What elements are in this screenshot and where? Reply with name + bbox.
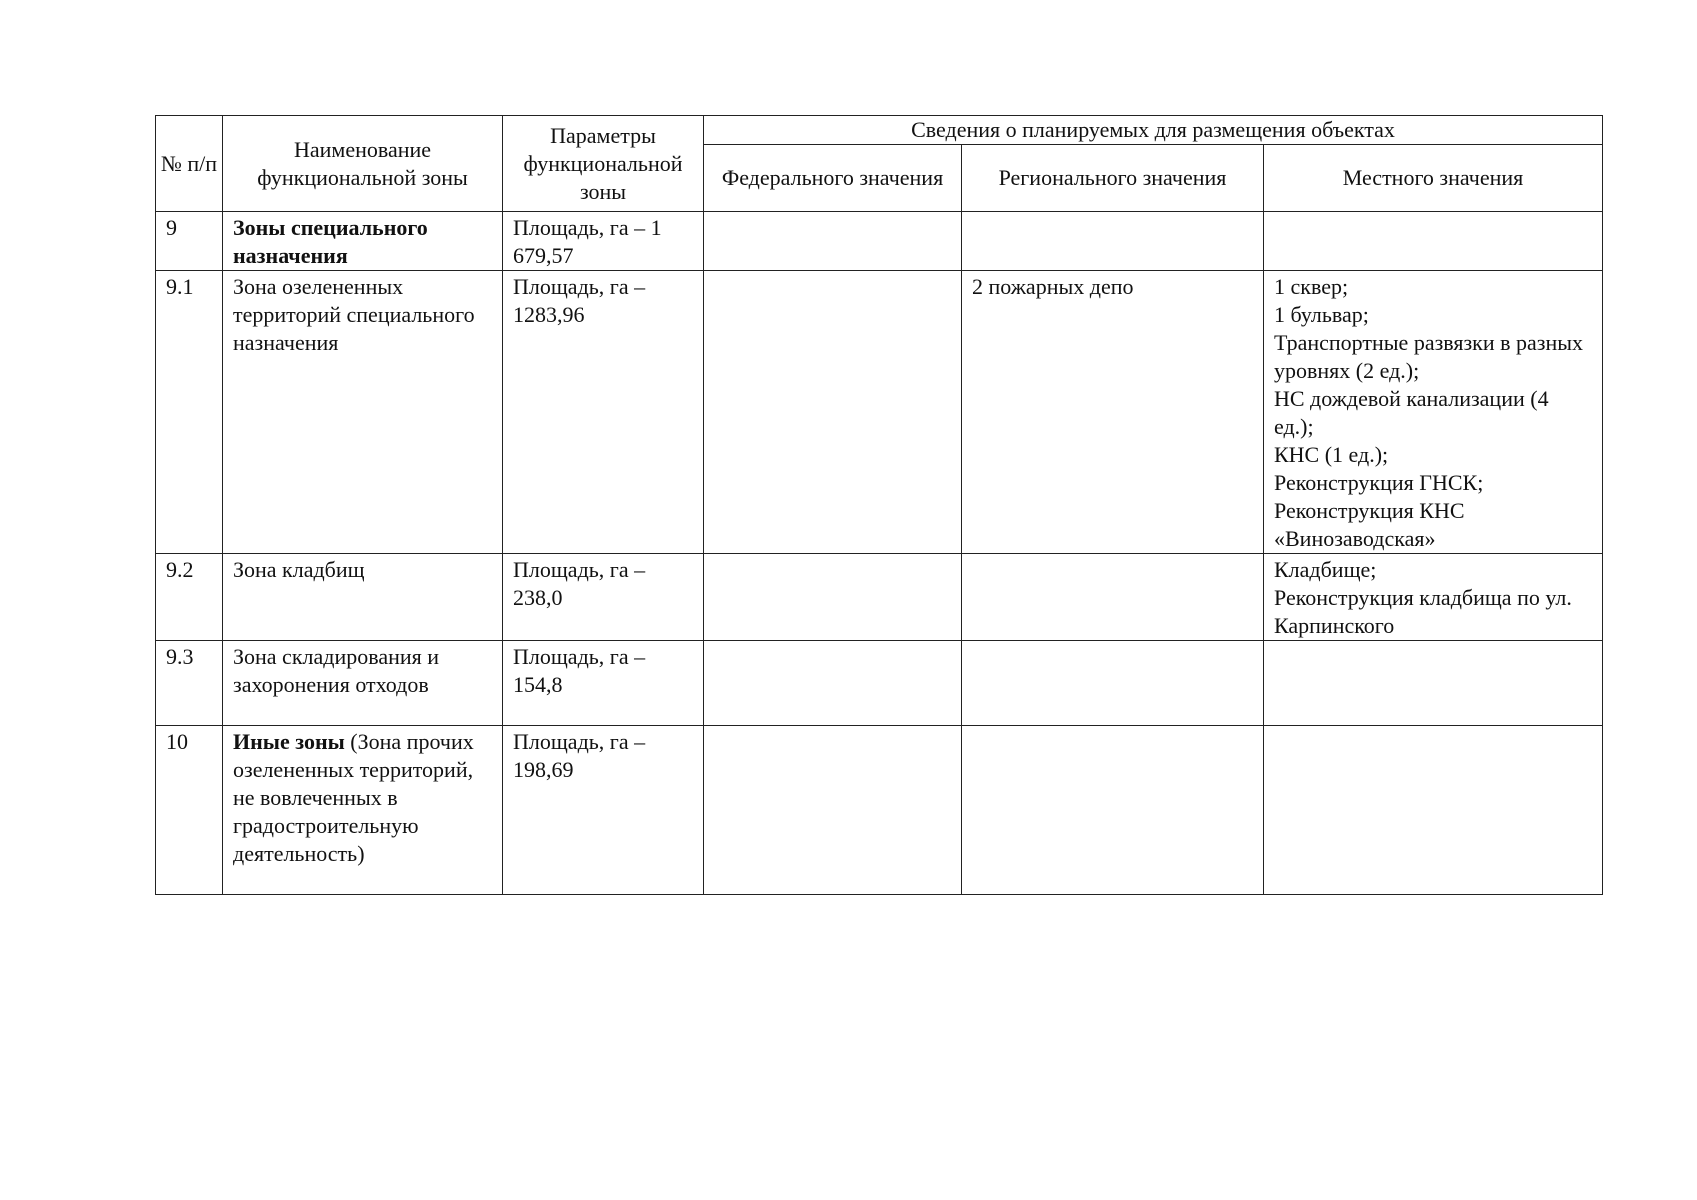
- row-params: Площадь, га – 1 679,57: [503, 212, 704, 271]
- row-regional: [962, 726, 1264, 895]
- row-zone-name-text: Зона складирования и захоронения отходов: [233, 644, 440, 697]
- local-item: НС дождевой канализации (4 ед.);: [1274, 386, 1549, 439]
- table-body: [156, 212, 1603, 895]
- row-num: 9.1: [156, 271, 223, 554]
- header-planned-objects: Сведения о планируемых для размещения объектах: [704, 116, 1603, 145]
- row-federal: [704, 726, 962, 895]
- row-zone-name: [223, 271, 503, 554]
- local-item: 1 бульвар;: [1274, 302, 1369, 327]
- row-zone-name: [223, 641, 503, 726]
- local-item: Реконструкция кладбища по ул. Карпинского: [1274, 585, 1572, 638]
- row-federal: [704, 554, 962, 641]
- local-item: Кладбище;: [1274, 557, 1377, 582]
- row-federal: [704, 641, 962, 726]
- local-item: КНС (1 ед.);: [1274, 442, 1389, 467]
- table-header: [156, 116, 1603, 212]
- header-zone-name: Наименование функциональной зоны: [223, 116, 503, 212]
- row-zone-name-bold: Зоны специального назначения: [233, 215, 428, 268]
- table-row: [156, 271, 1603, 554]
- row-local: [1264, 271, 1603, 554]
- header-regional: Регионального значения: [962, 145, 1264, 212]
- table-row: [156, 554, 1603, 641]
- row-zone-name-text: Зона озелененных территорий специального назначения: [233, 274, 475, 355]
- row-params: Площадь, га – 198,69: [503, 726, 704, 895]
- row-zone-name-text: (Зона прочих озелененных территорий, не вовлеченных в градостроительную деятельность): [233, 729, 474, 866]
- row-local: [1264, 212, 1603, 271]
- local-item: Реконструкция ГНСК;: [1274, 470, 1484, 495]
- row-num: 9.2: [156, 554, 223, 641]
- row-regional: 2 пожарных депо: [962, 271, 1264, 554]
- row-params: Площадь, га – 154,8: [503, 641, 704, 726]
- row-local: [1264, 554, 1603, 641]
- row-local: [1264, 726, 1603, 895]
- row-zone-name: [223, 554, 503, 641]
- row-regional: [962, 641, 1264, 726]
- local-item: Транспортные развязки в разных уровнях (2 ед.);: [1274, 330, 1584, 383]
- row-zone-name-bold: Иные зоны: [233, 729, 345, 754]
- header-zone-params: Параметры функциональной зоны: [503, 116, 704, 212]
- row-federal: [704, 212, 962, 271]
- row-local: [1264, 641, 1603, 726]
- row-num: 10: [156, 726, 223, 895]
- local-item: Реконструкция КНС «Винозаводская»: [1274, 498, 1465, 551]
- header-local: Местного значения: [1264, 145, 1603, 212]
- header-num: № п/п: [156, 116, 223, 212]
- local-item: 1 сквер;: [1274, 274, 1349, 299]
- row-params: Площадь, га – 238,0: [503, 554, 704, 641]
- row-zone-name-text: Зона кладбищ: [233, 557, 365, 582]
- table-row: [156, 726, 1603, 895]
- row-regional: [962, 212, 1264, 271]
- row-num: 9.3: [156, 641, 223, 726]
- row-zone-name: [223, 726, 503, 895]
- table-row: [156, 641, 1603, 726]
- row-regional: [962, 554, 1264, 641]
- zones-table: [155, 115, 1603, 895]
- row-zone-name: [223, 212, 503, 271]
- row-params: Площадь, га – 1283,96: [503, 271, 704, 554]
- row-federal: [704, 271, 962, 554]
- header-federal: Федерального значения: [704, 145, 962, 212]
- row-num: 9: [156, 212, 223, 271]
- table-row: [156, 212, 1603, 271]
